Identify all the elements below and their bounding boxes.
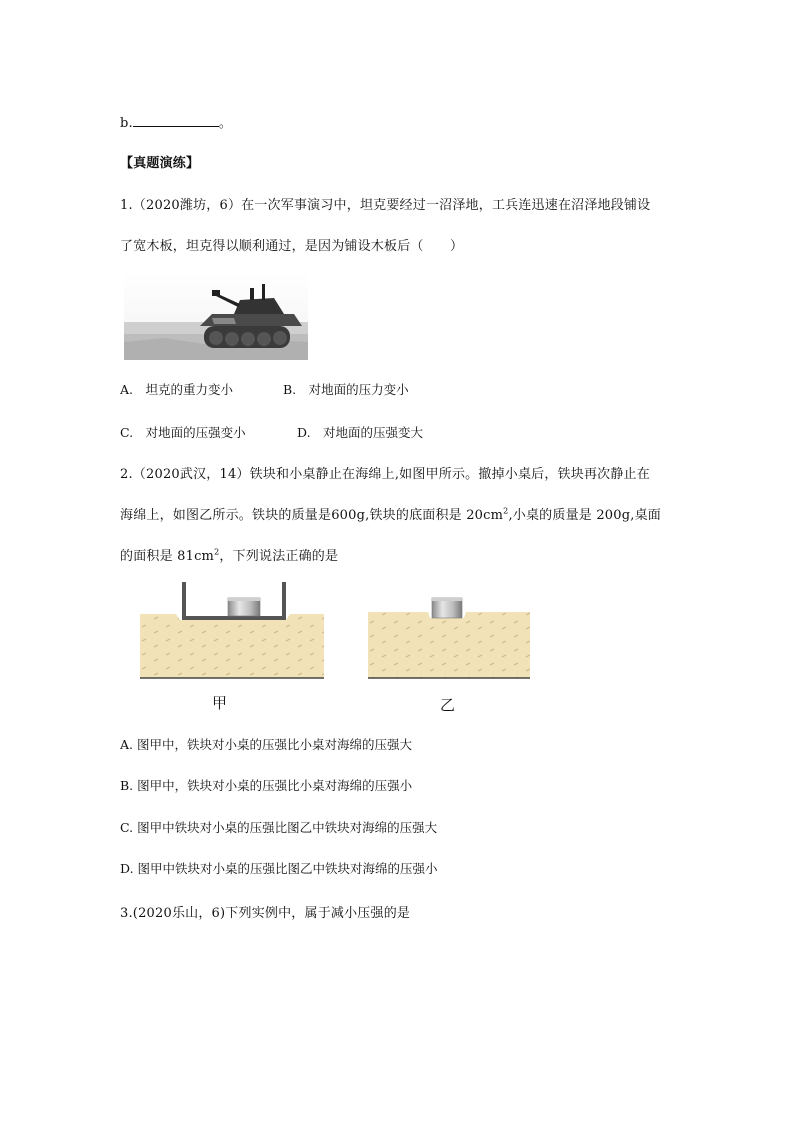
q3-stem-line1: 3.(2020乐山，6)下列实例中，属于减小压强的是 xyxy=(120,906,411,921)
q2-stem-line2 xyxy=(120,504,661,523)
q1-option-b[interactable]: B. 对地面的压力变小 xyxy=(283,382,409,397)
table-top xyxy=(182,616,286,620)
figure-caption-yi: 乙 xyxy=(440,696,456,714)
q1-option-c[interactable]: C. 对地面的压强变小 xyxy=(120,425,246,440)
figure-jia-sponge-with-table xyxy=(138,580,326,682)
blank-prefix: b. xyxy=(120,116,133,131)
q2-stem-line3 xyxy=(120,545,338,564)
section-title: 【真题演练】 xyxy=(120,156,200,171)
q1-option-a[interactable]: A. 坦克的重力变小 xyxy=(120,382,234,397)
q2-option-a[interactable]: A. 图甲中，铁块对小桌的压强比小桌对海绵的压强大 xyxy=(120,737,412,752)
table-leg-left xyxy=(182,582,186,620)
table-leg-right xyxy=(282,582,286,620)
q1-stem-line2: 了宽木板，坦克得以顺利通过，是因为铺设木板后（ ） xyxy=(120,239,464,254)
q2-line2-part2: ,小桌的质量是 200g,桌面 xyxy=(508,508,661,523)
answer-underline[interactable] xyxy=(133,116,219,127)
q2-line2-sup: 2 xyxy=(503,506,509,516)
tank-photo xyxy=(124,272,308,360)
q2-line2-part1: 海绵上，如图乙所示。铁块的质量是600g,铁块的底面积是 20cm xyxy=(120,508,504,523)
q1-stem-line1: 1.（2020潍坊，6）在一次军事演习中，坦克要经过一沼泽地，工兵连迅速在沼泽地段铺设 xyxy=(120,198,651,213)
blank-suffix: 。 xyxy=(218,116,233,131)
q1-option-d[interactable]: D. 对地面的压强变大 xyxy=(297,425,424,440)
tank-image xyxy=(124,272,308,360)
figure-yi-sponge-with-iron xyxy=(366,590,532,682)
q2-option-b[interactable]: B. 图甲中，铁块对小桌的压强比小桌对海绵的压强小 xyxy=(120,778,413,793)
figure-caption-jia: 甲 xyxy=(212,694,228,712)
q2-line3-sup: 2 xyxy=(214,547,220,557)
answer-blank-b xyxy=(120,112,232,131)
q2-stem-line1: 2.（2020武汉，14）铁块和小桌静止在海绵上,如图甲所示。撤掉小桌后，铁块再次静止在 xyxy=(120,467,650,482)
q2-option-c[interactable]: C. 图甲中铁块对小桌的压强比图乙中铁块对海绵的压强大 xyxy=(120,820,438,835)
q2-line3-part1: 的面积是 81cm xyxy=(120,549,215,564)
q2-option-d[interactable]: D. 图甲中铁块对小桌的压强比图乙中铁块对海绵的压强小 xyxy=(120,861,438,876)
q2-line3-part2: ，下列说法正确的是 xyxy=(219,549,339,564)
